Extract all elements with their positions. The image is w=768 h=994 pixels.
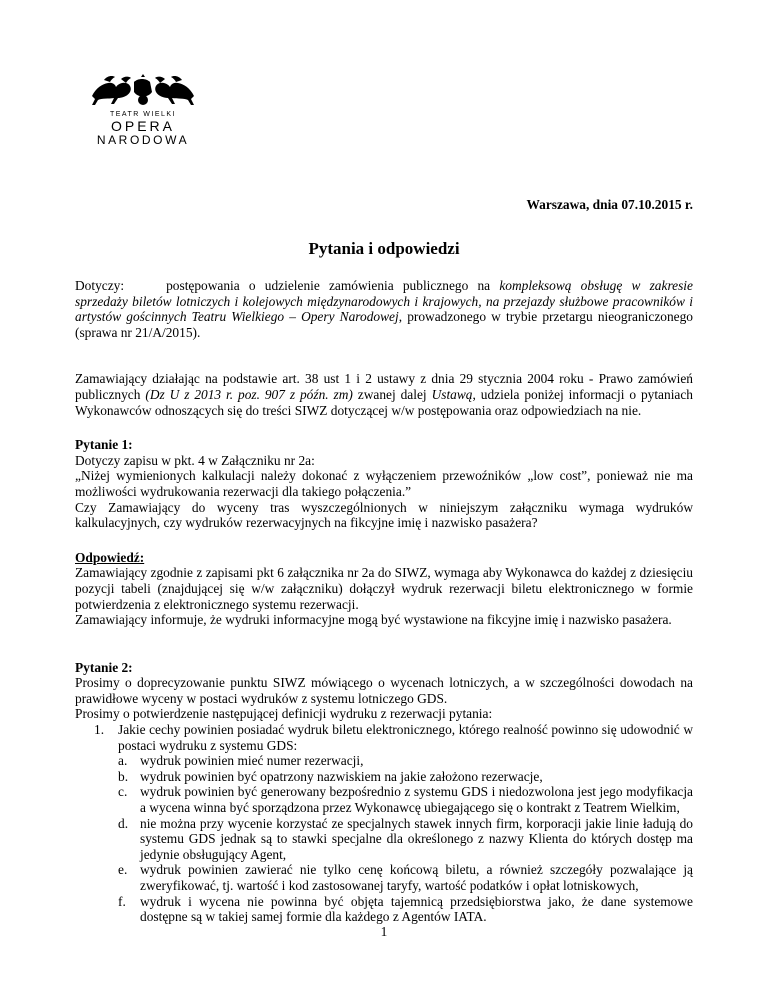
- intro-paragraph: [75, 371, 693, 418]
- question-2-heading: Pytanie 2:: [75, 659, 133, 675]
- question-2: [75, 660, 693, 925]
- list-item-text: wydruk powinien mieć numer rezerwacji,: [140, 753, 364, 769]
- intro-part3: , udziela poniżej informacji o pytaniach Wykonawców odnoszących się do treści SIWZ dotyczącej w/w postępowania oraz odpowiedziach na nie.: [75, 386, 694, 418]
- list-letter: a.: [118, 753, 128, 769]
- answer-1-paragraph-2: Zamawiający informuje, że wydruki informacyjne mogą być wystawione na fikcyjne imię i nazwisko pasażera.: [75, 612, 672, 628]
- list-item: [118, 894, 693, 925]
- list-letter: c.: [118, 784, 128, 800]
- reference-label: Dotyczy:: [75, 278, 125, 293]
- list-item-text: Jakie cechy powinien posiadać wydruk biletu elektronicznego, którego realność powinno się udowodnić w postaci wydruku z systemu GDS:: [118, 722, 693, 753]
- intro-citation: (Dz U z 2013 r. poz. 907 z późn. zm): [145, 386, 353, 402]
- logo-line-opera: OPERA: [110, 118, 175, 134]
- intro-term: Ustawą: [431, 386, 473, 402]
- sub-list: [118, 753, 693, 925]
- list-letter: e.: [118, 862, 128, 878]
- list-item: [118, 862, 693, 893]
- reference-pre: postępowania o udzielenie zamówienia publicznego na: [166, 278, 500, 293]
- answer-1-heading: Odpowiedź:: [75, 549, 145, 565]
- question-2-paragraph-1: Prosimy o doprecyzowanie punktu SIWZ mówiącego o wycenach lotniczych, a w szczególności dowodach na prawidłowe wyceny w postaci wydruków z systemu lotniczego GDS.: [75, 675, 693, 706]
- reference-post: , prowadzonego w trybie przetargu nieograniczonego (sprawa nr 21/A/2015).: [75, 309, 693, 340]
- page-title: Pytania i odpowiedzi: [308, 239, 460, 258]
- logo-line-narodowa: NARODOWA: [96, 133, 190, 147]
- list-item: [118, 784, 693, 815]
- list-item: [118, 753, 693, 769]
- quadriga-chariot-icon: [88, 74, 198, 108]
- document-body: [75, 278, 693, 925]
- intro-part2: zwanej dalej: [352, 386, 432, 402]
- list-item: [118, 769, 693, 785]
- list-item-text: wydruk powinien być opatrzony nazwiskiem na jakie założono rezerwacje,: [140, 768, 543, 784]
- question-2-paragraph-2: Prosimy o potwierdzenie następującej definicji wydruku z rezerwacji pytania:: [75, 706, 493, 722]
- intro-part1: Zamawiający działając na podstawie art. 38 ust 1 i 2 ustawy z dnia 29 stycznia 2004 roku - Prawo zamówień publicznych: [75, 371, 693, 402]
- list-letter: b.: [118, 768, 129, 784]
- question-2-list-item: [94, 722, 693, 925]
- list-item: [118, 816, 693, 863]
- list-item-text: wydruk powinien być generowany bezpośrednio z systemu GDS i niedozwolona jest jego modyfikacja a wycena winna być sporządzona przez Wykonawcę ubiegającego się o kontrakt z Teatrem Wielkim,: [140, 784, 693, 816]
- logo-line-teatr-wielki: TEATR WIELKI: [109, 111, 177, 118]
- question-1-line: Dotyczy zapisu w pkt. 4 w Załączniku nr 2a:: [75, 452, 315, 468]
- question-1-heading: Pytanie 1:: [75, 437, 133, 453]
- list-item-text: wydruk powinien zawierać nie tylko cenę końcową biletu, a również szczegóły pozwalające ją zweryfikować, tj. wartość i kod zastosowanej taryfy, wartość podatków i opłat lotniskowych,: [140, 862, 693, 893]
- list-item-text: wydruk i wycena nie powinna być objęta tajemnicą przedsiębiorstwa jako, że dane systemowe dostępne są w takiej samej formie dla każdego z Agentów IATA.: [140, 893, 693, 925]
- list-item-text: nie można przy wycenie korzystać ze specjalnych stawek innych firm, korporacji jakie linie ładują do systemu GDS jednak są to stawki specjalne dla określonego z nazwy Klienta do których dostęp ma jedynie obsługujący Agent,: [140, 815, 693, 862]
- list-number: 1.: [94, 722, 105, 738]
- answer-1: [75, 550, 693, 628]
- document-date: Warszawa, dnia 07.10.2015 r.: [526, 197, 693, 212]
- question-1-quote: „Niżej wymienionych kalkulacji należy dokonać z wyłączeniem przewoźników „low cost”, ponieważ nie ma możliwości wydrukowania rezerwacji dla takiego połączenia.”: [75, 468, 693, 499]
- list-letter: d.: [118, 815, 129, 831]
- reference-subject: kompleksową obsługę w zakresie sprzedaży biletów lotniczych i kolejowych międzynarodowych i krajowych, na przejazdy służbowe pracowników i artystów gościnnych Teatru Wielkiego – Opery Narodowej: [75, 278, 693, 325]
- reference-paragraph: [75, 278, 693, 340]
- logo: [84, 74, 202, 147]
- question-1-text: Czy Zamawiający do wyceny tras wyszczególnionych w niniejszym załączniku wymaga wydruków kalkulacyjnych, czy wydruków rezerwacyjnych na fikcyjne imię i nazwisko pasażera?: [75, 499, 693, 531]
- list-letter: f.: [118, 893, 126, 909]
- page-number: 1: [380, 924, 388, 939]
- question-1: [75, 437, 693, 531]
- answer-1-paragraph-1: Zamawiający zgodnie z zapisami pkt 6 załącznika nr 2a do SIWZ, wymaga aby Wykonawca do każdej z dziesięciu pozycji tabeli (znajdującej się w/w załączniku) dołączył wydruk rezerwacji biletu elektronicznego w formie potwierdzenia z elektronicznego systemu rezerwacji.: [75, 565, 693, 612]
